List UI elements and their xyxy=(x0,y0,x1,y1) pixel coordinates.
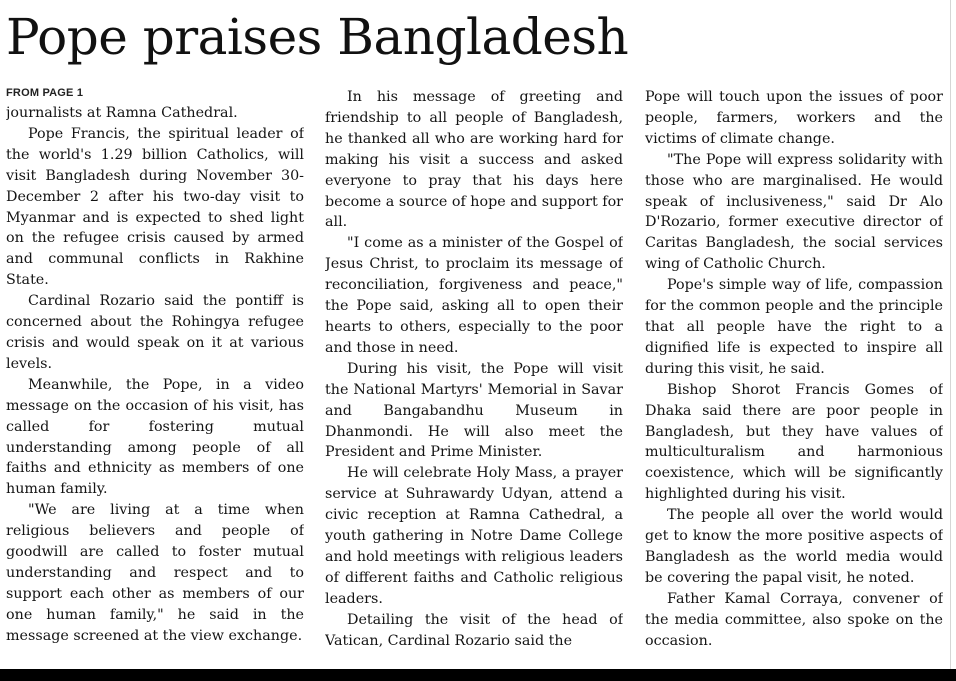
article-column-1 xyxy=(6,103,304,669)
article-column-3 xyxy=(645,87,943,669)
paragraph: Detailing the visit of the head of Vatican, Cardinal Rozario said the xyxy=(325,611,623,649)
paragraph: The people all over the world would get to know the more positive aspects of Bangladesh as the world media would be covering the papal visit, he noted. xyxy=(645,507,943,586)
paragraph: Pope's simple way of life, compassion for the common people and the principle that all people have the right to a dignified life is expected to inspire all during this visit, he said. xyxy=(645,277,943,377)
paragraph: Cardinal Rozario said the pontiff is concerned about the Rohingya refugee crisis and would speak on it at various levels. xyxy=(6,293,304,372)
paragraph: Bishop Shorot Francis Gomes of Dhaka said there are poor people in Bangladesh, but they have values of multiculturalism and harmonious coexistence, which will be significantly highlighted during his visit. xyxy=(645,381,943,503)
page-edge xyxy=(950,0,956,681)
paragraph: During his visit, the Pope will visit the National Martyrs' Memorial in Savar and Bangabandhu Museum in Dhanmondi. He will also meet the President and Prime Minister. xyxy=(325,360,623,461)
bottom-border xyxy=(0,669,956,681)
paragraph: In his message of greeting and friendship to all people of Bangladesh, he thanked all who are working hard for making his visit a success and asked everyone to pray that his days here become a source of hope and support for all. xyxy=(325,89,623,231)
paragraph: "The Pope will express solidarity with those who are marginalised. He would speak of inclusiveness," said Dr Alo D'Rozario, former executive director of Caritas Bangladesh, the social services wing of Catholic Church. xyxy=(645,151,943,273)
article-column-2 xyxy=(325,87,623,669)
paragraph: Meanwhile, the Pope, in a video message on the occasion of his visit, has called for fostering mutual understanding among people of all faiths and ethnicity as members of one human family. xyxy=(6,376,304,498)
paragraph: He will celebrate Holy Mass, a prayer service at Suhrawardy Udyan, attend a civic reception at Ramna Cathedral, a youth gathering in Notre Dame College and hold meetings with religious leaders of different faiths and Catholic religious leaders. xyxy=(325,465,623,607)
continuation-label: FROM PAGE 1 xyxy=(6,87,84,99)
paragraph: Pope Francis, the spiritual leader of the world's 1.29 billion Catholics, will visit Bangladesh during November 30-December 2 after his two-day visit to Myanmar and is expected to shed light on the refugee crisis caused by armed and communal conflicts in Rakhine State. xyxy=(6,125,304,289)
paragraph: "We are living at a time when religious believers and people of goodwill are called to foster mutual understanding and respect and to support each other as members of our one human family," he said in the message screened at the view exchange. xyxy=(6,502,304,644)
paragraph: Father Kamal Corraya, convener of the media committee, also spoke on the occasion. xyxy=(645,590,943,649)
headline: Pope praises Bangladesh xyxy=(6,8,629,66)
paragraph: "I come as a minister of the Gospel of Jesus Christ, to proclaim its message of reconciliation, forgiveness and peace," the Pope said, asking all to open their hearts to others, especially to the poor and those in need. xyxy=(325,235,623,356)
paragraph: journalists at Ramna Cathedral. xyxy=(6,105,238,121)
paragraph: Pope will touch upon the issues of poor people, farmers, workers and the victims of climate change. xyxy=(645,89,943,147)
